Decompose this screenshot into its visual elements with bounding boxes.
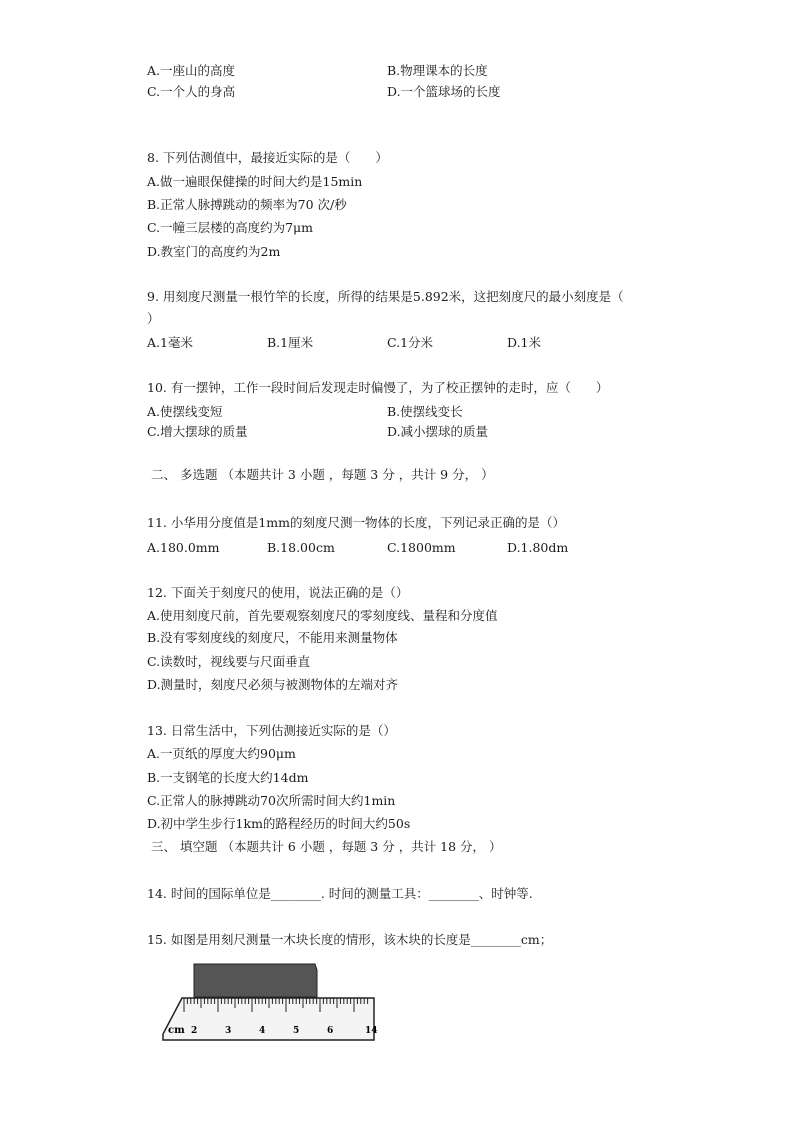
q7-option-d: D.一个篮球场的长度 [387, 84, 501, 99]
ruler-label: 6 [327, 1026, 334, 1036]
q9-stem: 9. 用刻度尺测量一根竹竿的长度，所得的结果是5.892米，这把刻度尺的最小刻度是（ [147, 289, 624, 304]
q15-text: 15. 如图是用刻尺测量一木块长度的情形，该木块的长度是________cm； [147, 932, 553, 947]
q8-option-a: A.做一遍眼保健操的时间大约是15min [147, 174, 363, 189]
q10-option-d: D.减小摆球的质量 [387, 424, 489, 439]
q12-option-b: B.没有零刻度线的刻度尺，不能用来测量物体 [147, 630, 398, 645]
ruler-unit-label: cm [168, 1025, 185, 1036]
q13-option-b: B.一支钢笔的长度大约14dm [147, 770, 309, 785]
ruler-figure [160, 962, 380, 1042]
ruler-label: 14 [365, 1026, 378, 1036]
ruler-label: 3 [225, 1026, 232, 1036]
q8-option-c: C.一幢三层楼的高度约为7μm [147, 220, 314, 235]
q11-option-c: C.1800mm [387, 540, 456, 555]
q10-option-a: A.使摆线变短 [147, 404, 223, 419]
q8-option-d: D.教室门的高度约为2m [147, 244, 281, 259]
q13-option-d: D.初中学生步行1km的路程经历的时间大约50s [147, 816, 411, 831]
q10-option-c: C.增大摆球的质量 [147, 424, 248, 439]
section-2-heading: 二、 多选题 （本题共计 3 小题 ，每题 3 分 ，共计 9 分， ） [151, 467, 494, 482]
q9-option-a: A.1毫米 [147, 335, 193, 350]
q12-stem: 12. 下面关于刻度尺的使用，说法正确的是（） [147, 585, 409, 600]
q8-stem: 8. 下列估测值中，最接近实际的是（ ） [147, 150, 388, 165]
section-3-heading: 三、 填空题 （本题共计 6 小题 ，每题 3 分 ，共计 18 分， ） [151, 839, 502, 854]
q9-stem-cont: ） [147, 311, 160, 326]
q11-option-a: A.180.0mm [147, 540, 220, 555]
q10-option-b: B.使摆线变长 [387, 404, 463, 419]
q7-option-c: C.一个人的身高 [147, 84, 236, 99]
q9-option-b: B.1厘米 [267, 335, 314, 350]
q14-text: 14. 时间的国际单位是________. 时间的测量工具：________、时钟等. [147, 886, 533, 901]
q13-option-c: C.正常人的脉搏跳动70次所需时间大约1min [147, 793, 396, 808]
ruler-label: 4 [259, 1026, 266, 1036]
q12-option-c: C.读数时，视线要与尺面垂直 [147, 654, 311, 669]
q13-option-a: A.一页纸的厚度大约90μm [147, 746, 296, 761]
q12-option-a: A.使用刻度尺前，首先要观察刻度尺的零刻度线、量程和分度值 [147, 608, 498, 623]
q11-option-d: D.1.80dm [507, 540, 569, 555]
q9-option-c: C.1分米 [387, 335, 434, 350]
ruler-label: 2 [191, 1026, 198, 1036]
q13-stem: 13. 日常生活中，下列估测接近实际的是（） [147, 723, 396, 738]
ruler-label: 5 [293, 1026, 300, 1036]
q11-stem: 11. 小华用分度值是1mm的刻度尺测一物体的长度，下列记录正确的是（） [147, 515, 566, 530]
q12-option-d: D.测量时，刻度尺必须与被测物体的左端对齐 [147, 677, 399, 692]
q7-option-a: A.一座山的高度 [147, 63, 236, 78]
q10-stem: 10. 有一摆钟，工作一段时间后发现走时偏慢了，为了校正摆钟的走时，应（ ） [147, 380, 609, 395]
q8-option-b: B.正常人脉搏跳动的频率为70 次/秒 [147, 197, 347, 212]
q7-option-b: B.物理课本的长度 [387, 63, 488, 78]
wooden-block [194, 964, 317, 997]
q11-option-b: B.18.00cm [267, 540, 335, 555]
ruler-svg [160, 962, 380, 1042]
q9-option-d: D.1米 [507, 335, 542, 350]
